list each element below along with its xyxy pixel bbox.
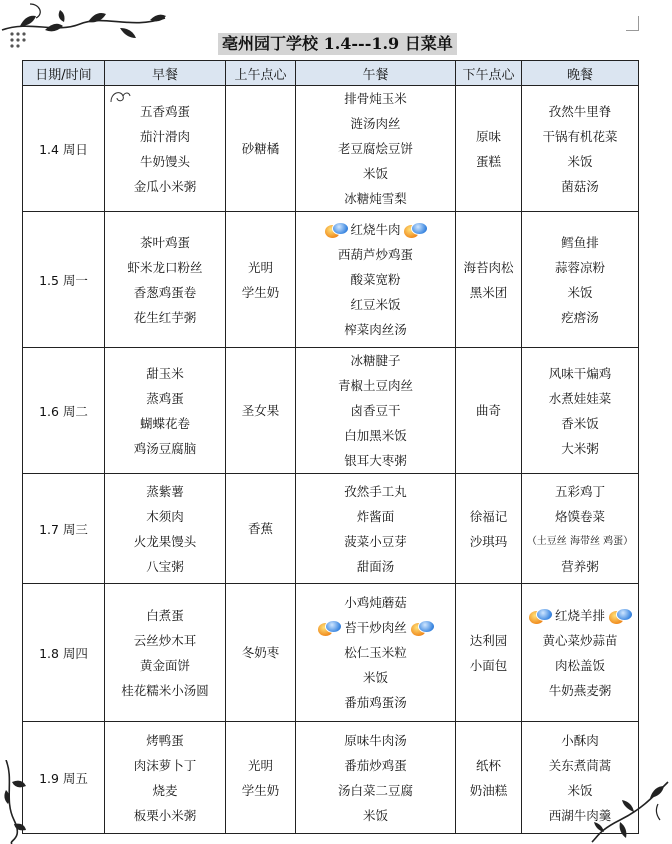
menu-item: 甜玉米 <box>146 365 184 381</box>
breakfast-cell <box>105 584 226 722</box>
menu-item: 干锅有机花菜 <box>542 128 618 144</box>
dots-ornament-icon <box>8 30 32 54</box>
menu-item: 蝴蝶花卷 <box>139 415 190 431</box>
am-snack-cell <box>226 348 296 474</box>
lunch-cell <box>296 474 456 584</box>
header-date: 日期/时间 <box>23 61 105 86</box>
menu-item: 学生奶 <box>241 284 280 300</box>
bubble-sticker-icon <box>529 608 551 625</box>
am-snack-cell <box>226 86 296 212</box>
menu-item: 关东煮茼蒿 <box>548 757 612 773</box>
menu-item: 香蕉 <box>247 521 273 536</box>
menu-item: 西湖牛肉羹 <box>548 807 612 823</box>
menu-item: 银耳大枣粥 <box>344 453 407 468</box>
menu-table <box>22 60 639 834</box>
lunch-cell <box>296 86 456 212</box>
menu-item: 红豆米饭 <box>350 297 401 312</box>
pm-snack-cell <box>456 86 522 212</box>
menu-item: 白煮蛋 <box>146 607 184 623</box>
menu-item: 番茄鸡蛋汤 <box>344 695 407 710</box>
menu-item: 黄金面饼 <box>139 657 190 673</box>
am-snack-cell <box>226 474 296 584</box>
menu-item: 原味牛肉汤 <box>344 732 407 748</box>
lunch-cell <box>296 212 456 348</box>
menu-item: 烙馍卷菜 <box>554 508 605 524</box>
menu-item: 火龙果馒头 <box>133 533 197 549</box>
menu-item: 纸杯 <box>475 757 501 773</box>
table-row <box>23 86 639 212</box>
menu-item: 牛奶馒头 <box>139 153 190 169</box>
breakfast-cell <box>105 212 226 348</box>
menu-item: 小酥肉 <box>561 732 599 748</box>
bubble-sticker-icon <box>318 620 340 637</box>
pm-snack-cell <box>456 474 522 584</box>
menu-item: 米饭 <box>362 670 388 685</box>
dinner-cell <box>522 474 639 584</box>
menu-item: 小面包 <box>469 657 508 673</box>
date-cell: 1.9 周五 <box>23 722 105 834</box>
menu-item: 板栗小米粥 <box>133 807 197 823</box>
menu-item: 涟汤肉丝 <box>350 116 401 131</box>
dinner-cell <box>522 86 639 212</box>
menu-item: 蛋糕 <box>475 153 501 169</box>
menu-item: 五香鸡蛋 <box>139 103 190 119</box>
header-breakfast: 早餐 <box>105 61 226 86</box>
table-row <box>23 212 639 348</box>
menu-item: 酸菜宽粉 <box>350 272 401 287</box>
page-title: 亳州园丁学校 1.4---1.9 日菜单 <box>218 33 457 55</box>
menu-item: 黄心菜炒蒜苗 <box>542 632 618 648</box>
menu-item: 老豆腐烩豆饼 <box>337 141 413 156</box>
header-lunch: 午餐 <box>296 61 456 86</box>
menu-item: 牛奶燕麦粥 <box>548 682 612 698</box>
menu-item: 冰糖腱子 <box>350 353 401 368</box>
menu-item: 学生奶 <box>241 782 280 798</box>
menu-item: 炸酱面 <box>356 508 395 524</box>
menu-item: 茄汁滑肉 <box>139 128 190 144</box>
corner-crop-mark <box>626 16 639 31</box>
table-row <box>23 348 639 474</box>
date-cell: 1.5 周一 <box>23 212 105 348</box>
menu-item: 营养粥 <box>561 558 599 574</box>
am-snack-cell <box>226 722 296 834</box>
menu-item: 奶油糕 <box>469 782 508 798</box>
menu-item: 圣女果 <box>241 403 280 418</box>
menu-item: 砂糖橘 <box>241 141 280 156</box>
lunch-cell <box>296 348 456 474</box>
menu-item: 黑米团 <box>469 284 508 300</box>
menu-item: 孜然手工丸 <box>344 483 407 499</box>
highlight-item <box>325 217 427 242</box>
lunch-cell <box>296 584 456 722</box>
menu-item: 云丝炒木耳 <box>133 632 197 648</box>
menu-item: 西葫芦炒鸡蛋 <box>337 247 413 262</box>
menu-item: 蒸鸡蛋 <box>146 390 184 406</box>
header-pm-snack: 下午点心 <box>456 61 522 86</box>
menu-item: 疙瘩汤 <box>561 309 599 325</box>
bubble-sticker-icon <box>609 608 631 625</box>
menu-item: 花生红芋粥 <box>133 309 197 325</box>
menu-item: 红烧牛肉 <box>350 222 401 237</box>
menu-item: 番茄炒鸡蛋 <box>344 757 407 773</box>
dinner-cell <box>522 348 639 474</box>
date-cell: 1.4 周日 <box>23 86 105 212</box>
breakfast-cell <box>105 474 226 584</box>
menu-item: 冰糖炖雪梨 <box>344 191 407 206</box>
menu-item: 甜面汤 <box>356 558 395 574</box>
dinner-cell <box>522 584 639 722</box>
header-dinner: 晚餐 <box>522 61 639 86</box>
menu-item: 排骨炖玉米 <box>344 91 407 106</box>
date-cell: 1.8 周四 <box>23 584 105 722</box>
menu-item: 红烧羊排 <box>554 607 605 623</box>
date-cell: 1.6 周二 <box>23 348 105 474</box>
menu-item: 茶叶鸡蛋 <box>139 234 190 250</box>
menu-item: 原味 <box>475 128 501 144</box>
menu-item: 风味干煸鸡 <box>548 365 612 381</box>
menu-item: 苔干炒肉丝 <box>344 620 407 635</box>
menu-item: 蒜蓉凉粉 <box>554 259 605 275</box>
menu-item: 菌菇汤 <box>561 178 599 194</box>
menu-item: 海苔肉松 <box>463 259 514 275</box>
menu-item: 五彩鸡丁 <box>554 483 605 499</box>
menu-item: 孜然牛里脊 <box>548 103 612 119</box>
menu-item: 松仁玉米粒 <box>344 645 407 660</box>
menu-item: 榨菜肉丝汤 <box>344 322 407 337</box>
menu-item: 青椒土豆肉丝 <box>337 378 413 393</box>
menu-item: 米饭 <box>567 153 593 169</box>
header-row <box>23 61 639 86</box>
menu-item: 菠菜小豆芽 <box>344 533 407 549</box>
table-row <box>23 474 639 584</box>
highlight-item <box>529 603 631 628</box>
menu-item: 水煮娃娃菜 <box>548 390 612 406</box>
dinner-cell <box>522 722 639 834</box>
breakfast-cell <box>105 86 226 212</box>
swirl-ornament-icon <box>109 88 131 106</box>
am-snack-cell <box>226 584 296 722</box>
pm-snack-cell <box>456 722 522 834</box>
menu-item: 米饭 <box>362 807 388 823</box>
bubble-sticker-icon <box>404 222 426 239</box>
pm-snack-cell <box>456 212 522 348</box>
menu-item: 桂花糯米小汤圆 <box>121 682 209 698</box>
menu-item: 徐福记 <box>469 508 508 524</box>
menu-item: 米饭 <box>362 166 388 181</box>
menu-item: 鳕鱼排 <box>561 234 599 250</box>
header-am-snack: 上午点心 <box>226 61 296 86</box>
menu-item: 虾米龙口粉丝 <box>127 259 203 275</box>
menu-item: 木须肉 <box>146 508 184 524</box>
date-cell: 1.7 周三 <box>23 474 105 584</box>
menu-item: 卤香豆干 <box>350 403 401 418</box>
pm-snack-cell <box>456 584 522 722</box>
table-row <box>23 722 639 834</box>
menu-item: 沙琪玛 <box>469 533 508 549</box>
menu-item: 小鸡炖蘑菇 <box>344 595 407 610</box>
am-snack-cell <box>226 212 296 348</box>
menu-item: 曲奇 <box>475 403 501 418</box>
menu-item: 金瓜小米粥 <box>133 178 197 194</box>
menu-item: 光明 <box>247 757 273 773</box>
table-row <box>23 584 639 722</box>
breakfast-cell <box>105 348 226 474</box>
menu-item: 大米粥 <box>561 440 599 456</box>
lunch-cell <box>296 722 456 834</box>
menu-item: 肉松盖饭 <box>554 657 605 673</box>
menu-item: 肉沫萝卜丁 <box>133 757 197 773</box>
menu-item: 米饭 <box>567 284 593 300</box>
menu-item: 鸡汤豆腐脑 <box>133 440 197 456</box>
highlight-item <box>318 615 432 640</box>
menu-item: 香米饭 <box>561 415 599 431</box>
bubble-sticker-icon <box>411 620 433 637</box>
bubble-sticker-icon <box>325 222 347 239</box>
menu-item: 汤白菜二豆腐 <box>337 782 413 798</box>
dinner-cell <box>522 212 639 348</box>
menu-item: 蒸紫薯 <box>146 483 184 499</box>
menu-item: 白加黑米饭 <box>344 428 407 443</box>
menu-item: 八宝粥 <box>146 558 184 574</box>
menu-item: 达利园 <box>469 632 508 648</box>
menu-item: 烧麦 <box>152 782 178 798</box>
menu-item: 香葱鸡蛋卷 <box>133 284 197 300</box>
menu-item: 烤鸭蛋 <box>146 732 184 748</box>
menu-item: 米饭 <box>567 782 593 798</box>
menu-item-note: （土豆丝 海带丝 鸡蛋） <box>526 535 634 547</box>
pm-snack-cell <box>456 348 522 474</box>
menu-item: 冬奶枣 <box>241 645 280 660</box>
menu-item: 光明 <box>247 259 273 275</box>
breakfast-cell <box>105 722 226 834</box>
